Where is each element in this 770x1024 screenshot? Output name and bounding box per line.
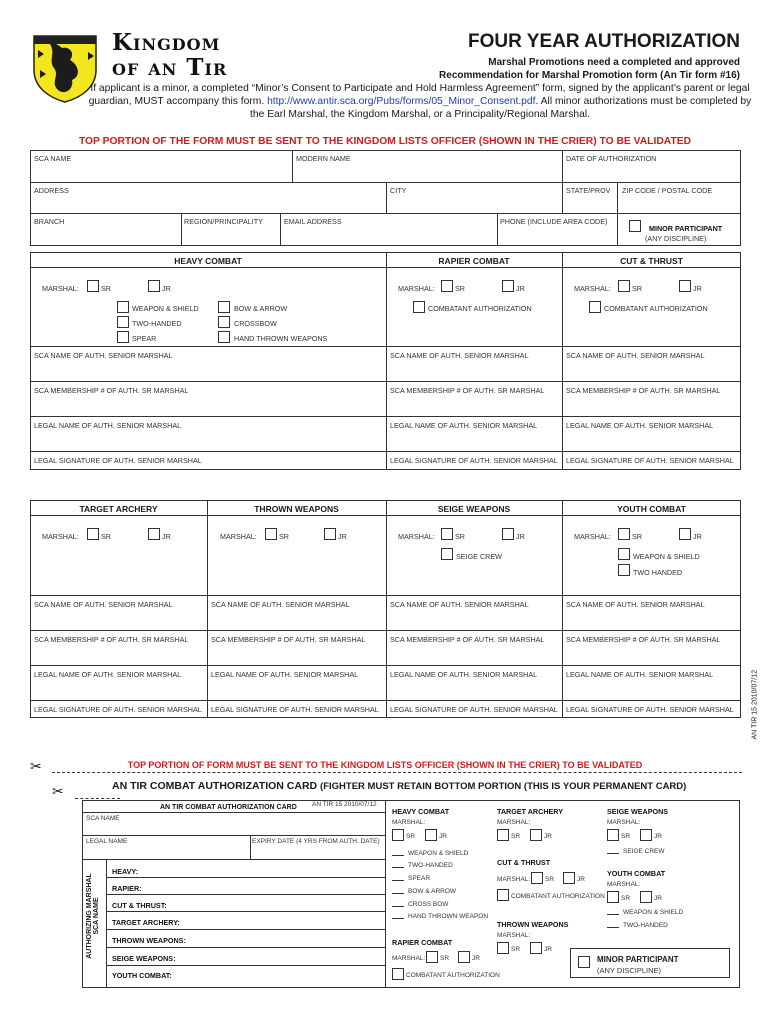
card-vertical-label-1: AUTHORIZING MARSHAL bbox=[86, 873, 93, 959]
card-row-rapier[interactable]: RAPIER: bbox=[112, 884, 142, 893]
mid-portion-notice: TOP PORTION OF FORM MUST BE SENT TO THE KINGDOM LISTS OFFICER (SHOWN IN THE CRIER) TO BE VALIDATED bbox=[127, 760, 643, 770]
target-signature-field[interactable]: LEGAL SIGNATURE OF AUTH. SENIOR MARSHAL bbox=[34, 705, 202, 714]
card-thrown-sr-label: SR bbox=[511, 946, 521, 953]
card-siege-crew[interactable]: SEIGE CREW bbox=[623, 848, 665, 855]
card-target-marshal-label: MARSHAL: bbox=[497, 819, 531, 826]
card-cut-combatant-label: COMBATANT AUTHORIZATION bbox=[511, 893, 605, 900]
card-youth-sr-label: SR bbox=[621, 895, 631, 902]
intro-text-2: . All minor authorizations must be completed by the Earl Marshal, the Kingdom Marshal, or a Principality/Regional Marshal. bbox=[250, 96, 752, 120]
heavy-bow-arrow-label: BOW & ARROW bbox=[234, 304, 288, 313]
heavy-marshal-label: MARSHAL: bbox=[42, 284, 79, 293]
thrown-jr-label: JR bbox=[338, 532, 347, 541]
cut-jr-label: JR bbox=[693, 284, 702, 293]
card-thrown-jr-label: JR bbox=[544, 946, 552, 953]
card-rapier-header: RAPIER COMBAT bbox=[392, 938, 453, 947]
date-of-authorization-field[interactable]: DATE OF AUTHORIZATION bbox=[566, 154, 657, 163]
rapier-legal-name-field[interactable]: LEGAL NAME OF AUTH. SENIOR MARSHAL bbox=[390, 421, 538, 430]
card-youth-jr-checkbox[interactable] bbox=[640, 891, 652, 903]
cut-jr-checkbox[interactable] bbox=[679, 280, 691, 292]
intro-paragraph bbox=[88, 82, 752, 121]
form-subtitle bbox=[439, 56, 740, 82]
rapier-signature-field[interactable]: LEGAL SIGNATURE OF AUTH. SENIOR MARSHAL bbox=[390, 456, 558, 465]
heavy-jr-label: JR bbox=[162, 284, 171, 293]
card-heavy-sr-checkbox[interactable] bbox=[392, 829, 404, 841]
siege-jr-label: JR bbox=[516, 532, 525, 541]
youth-jr-checkbox[interactable] bbox=[679, 528, 691, 540]
card-youth-marshal-label: MARSHAL: bbox=[607, 881, 641, 888]
youth-legal-name-field[interactable]: LEGAL NAME OF AUTH. SENIOR MARSHAL bbox=[566, 670, 714, 679]
card-youth-opt-2[interactable]: TWO-HANDED bbox=[623, 922, 668, 929]
heavy-spear-checkbox[interactable] bbox=[117, 331, 129, 343]
card-vertical-label bbox=[86, 866, 100, 966]
thrown-signature-field[interactable]: LEGAL SIGNATURE OF AUTH. SENIOR MARSHAL bbox=[211, 705, 379, 714]
cut-line bbox=[52, 772, 742, 773]
rapier-senior-name-field[interactable]: SCA NAME OF AUTH. SENIOR MARSHAL bbox=[390, 351, 529, 360]
siege-marshal-label: MARSHAL: bbox=[398, 532, 435, 541]
card-minor-sublabel: (ANY DISCIPLINE) bbox=[597, 966, 662, 975]
rapier-combatant-label: COMBATANT AUTHORIZATION bbox=[428, 304, 532, 313]
email-field[interactable]: EMAIL ADDRESS bbox=[284, 217, 342, 226]
top-portion-notice: TOP PORTION OF THE FORM MUST BE SENT TO THE KINGDOM LISTS OFFICER (SHOWN IN THE CRIER) TO BE VALIDATED bbox=[78, 136, 692, 147]
youth-senior-name-field[interactable]: SCA NAME OF AUTH. SENIOR MARSHAL bbox=[566, 600, 705, 609]
siege-legal-name-field[interactable]: LEGAL NAME OF AUTH. SENIOR MARSHAL bbox=[390, 670, 538, 679]
heavy-two-handed-checkbox[interactable] bbox=[117, 316, 129, 328]
cut-marshal-label: MARSHAL: bbox=[574, 284, 611, 293]
heavy-crossbow-checkbox[interactable] bbox=[218, 316, 230, 328]
minor-participant-sublabel: (ANY DISCIPLINE) bbox=[645, 234, 707, 243]
card-youth-sr-checkbox[interactable] bbox=[607, 891, 619, 903]
cut-legal-name-field[interactable]: LEGAL NAME OF AUTH. SENIOR MARSHAL bbox=[566, 421, 714, 430]
target-marshal-label: MARSHAL: bbox=[42, 532, 79, 541]
card-target-sr-checkbox[interactable] bbox=[497, 829, 509, 841]
siege-crew-checkbox[interactable] bbox=[441, 548, 453, 560]
rapier-membership-field[interactable]: SCA MEMBERSHIP # OF AUTH. SR MARSHAL bbox=[390, 386, 545, 395]
card-rapier-jr-label: JR bbox=[472, 955, 480, 962]
rapier-marshal-label: MARSHAL: bbox=[398, 284, 435, 293]
cut-thrust-header: CUT & THRUST bbox=[620, 256, 683, 266]
scissors-icon: ✂ bbox=[30, 758, 42, 774]
youth-marshal-label: MARSHAL: bbox=[574, 532, 611, 541]
card-cut-marshal-label: MARSHAL: bbox=[497, 876, 531, 883]
heavy-spear-label: SPEAR bbox=[132, 334, 157, 343]
thrown-senior-name-field[interactable]: SCA NAME OF AUTH. SENIOR MARSHAL bbox=[211, 600, 350, 609]
card-legal-name-field[interactable]: LEGAL NAME bbox=[86, 838, 128, 845]
scissors-icon-2: ✂ bbox=[52, 783, 64, 799]
heavy-hand-thrown-label: HAND THROWN WEAPONS bbox=[234, 334, 328, 343]
rapier-sr-checkbox[interactable] bbox=[441, 280, 453, 292]
card-rapier-jr-checkbox[interactable] bbox=[458, 951, 470, 963]
youth-signature-field[interactable]: LEGAL SIGNATURE OF AUTH. SENIOR MARSHAL bbox=[566, 705, 734, 714]
siege-crew-label: SEIGE CREW bbox=[456, 552, 502, 561]
card-thrown-jr-checkbox[interactable] bbox=[530, 942, 542, 954]
sca-name-field[interactable]: SCA NAME bbox=[34, 154, 72, 163]
siege-signature-field[interactable]: LEGAL SIGNATURE OF AUTH. SENIOR MARSHAL bbox=[390, 705, 558, 714]
kingdom-name-line1: Kingdom bbox=[112, 29, 221, 56]
cut-signature-field[interactable]: LEGAL SIGNATURE OF AUTH. SENIOR MARSHAL bbox=[566, 456, 734, 465]
youth-weapon-shield-checkbox[interactable] bbox=[618, 548, 630, 560]
siege-jr-checkbox[interactable] bbox=[502, 528, 514, 540]
card-youth-opt-1[interactable]: WEAPON & SHIELD bbox=[623, 909, 684, 916]
card-rapier-sr-checkbox[interactable] bbox=[426, 951, 438, 963]
kingdom-name bbox=[112, 30, 227, 80]
subtitle-line2: Recommendation for Marshal Promotion form (An Tir form #16) bbox=[439, 70, 740, 81]
target-legal-name-field[interactable]: LEGAL NAME OF AUTH. SENIOR MARSHAL bbox=[34, 670, 182, 679]
card-rapier-combatant-label: COMBATANT AUTHORIZATION bbox=[406, 972, 500, 979]
card-heavy-opt-3[interactable]: SPEAR bbox=[408, 875, 431, 882]
card-cut-combatant-checkbox[interactable] bbox=[497, 889, 509, 901]
city-field[interactable]: CITY bbox=[390, 186, 407, 195]
youth-combat-header: YOUTH COMBAT bbox=[617, 504, 686, 514]
youth-two-handed-label: TWO HANDED bbox=[633, 568, 683, 577]
card-cut-sr-checkbox[interactable] bbox=[531, 872, 543, 884]
card-heavy-opt-2[interactable]: TWO-HANDED bbox=[408, 862, 453, 869]
subtitle-line1: Marshal Promotions need a completed and approved bbox=[488, 57, 740, 68]
region-field[interactable]: REGION/PRINCIPALITY bbox=[184, 217, 263, 226]
siege-senior-name-field[interactable]: SCA NAME OF AUTH. SENIOR MARSHAL bbox=[390, 600, 529, 609]
minor-participant-checkbox[interactable] bbox=[629, 220, 641, 232]
card-target-jr-label: JR bbox=[544, 833, 552, 840]
address-field[interactable]: ADDRESS bbox=[34, 186, 69, 195]
siege-sr-label: SR bbox=[455, 532, 465, 541]
card-target-header: TARGET ARCHERY bbox=[497, 807, 564, 816]
card-minor-label: MINOR PARTICIPANT bbox=[597, 955, 679, 964]
heavy-sr-checkbox[interactable] bbox=[87, 280, 99, 292]
heavy-weapon-shield-label: WEAPON & SHIELD bbox=[132, 304, 199, 313]
target-archery-header: TARGET ARCHERY bbox=[79, 504, 158, 514]
heavy-signature-field[interactable]: LEGAL SIGNATURE OF AUTH. SENIOR MARSHAL bbox=[34, 456, 202, 465]
thrown-jr-checkbox[interactable] bbox=[324, 528, 336, 540]
siege-weapons-header: SEIGE WEAPONS bbox=[437, 504, 511, 514]
heavy-hand-thrown-checkbox[interactable] bbox=[218, 331, 230, 343]
card-heavy-opt-6[interactable]: HAND THROWN WEAPON bbox=[408, 913, 489, 920]
card-youth-jr-label: JR bbox=[654, 895, 662, 902]
youth-jr-label: JR bbox=[693, 532, 702, 541]
card-rapier-sr-label: SR bbox=[440, 955, 450, 962]
card-siege-sr-label: SR bbox=[621, 833, 631, 840]
thrown-legal-name-field[interactable]: LEGAL NAME OF AUTH. SENIOR MARSHAL bbox=[211, 670, 359, 679]
card-code: AN TIR 15 2010/07/12 bbox=[312, 801, 377, 808]
youth-sr-checkbox[interactable] bbox=[618, 528, 630, 540]
rapier-combatant-checkbox[interactable] bbox=[413, 301, 425, 313]
cut-senior-name-field[interactable]: SCA NAME OF AUTH. SENIOR MARSHAL bbox=[566, 351, 705, 360]
heavy-sr-label: SR bbox=[101, 284, 111, 293]
modern-name-field[interactable]: MODERN NAME bbox=[296, 154, 351, 163]
card-youth-header: YOUTH COMBAT bbox=[607, 869, 666, 878]
card-cut-jr-checkbox[interactable] bbox=[563, 872, 575, 884]
rapier-jr-checkbox[interactable] bbox=[502, 280, 514, 292]
card-heavy-marshal-label: MARSHAL: bbox=[392, 819, 426, 826]
card-siege-sr-checkbox[interactable] bbox=[607, 829, 619, 841]
card-heading-note: (FIGHTER MUST RETAIN BOTTOM PORTION (THIS IS YOUR PERMANENT CARD) bbox=[320, 781, 687, 792]
card-minor-checkbox[interactable] bbox=[578, 956, 590, 968]
card-heavy-jr-label: JR bbox=[439, 833, 447, 840]
card-row-cut-thrust[interactable]: CUT & THRUST: bbox=[112, 901, 167, 910]
phone-field[interactable]: PHONE (INCLUDE AREA CODE) bbox=[500, 217, 608, 226]
card-vertical-label-2: SCA NAME bbox=[93, 897, 100, 935]
thrown-sr-checkbox[interactable] bbox=[265, 528, 277, 540]
heavy-senior-name-field[interactable]: SCA NAME OF AUTH. SENIOR MARSHAL bbox=[34, 351, 173, 360]
cut-combatant-checkbox[interactable] bbox=[589, 301, 601, 313]
card-row-siege-weapons[interactable]: SEIGE WEAPONS: bbox=[112, 954, 176, 963]
heavy-two-handed-label: TWO-HANDED bbox=[132, 319, 182, 328]
card-expiry-field[interactable]: EXPIRY DATE (4 YRS FROM AUTH. DATE) bbox=[252, 838, 380, 845]
card-thrown-marshal-label: MARSHAL: bbox=[497, 932, 531, 939]
branch-field[interactable]: BRANCH bbox=[34, 217, 65, 226]
card-sca-name-field[interactable]: SCA NAME bbox=[86, 815, 120, 822]
siege-membership-field[interactable]: SCA MEMBERSHIP # OF AUTH. SR MARSHAL bbox=[390, 635, 545, 644]
card-siege-jr-checkbox[interactable] bbox=[640, 829, 652, 841]
target-jr-label: JR bbox=[162, 532, 171, 541]
intro-text-1: If applicant is a minor, a completed “Minor’s Consent to Participate and Hold Harmless Agreement” form, signed by the applicant’s parent or legal guardian, MUST accompany this form. bbox=[88, 83, 750, 107]
zip-field[interactable]: ZIP CODE / POSTAL CODE bbox=[622, 186, 713, 195]
card-target-jr-checkbox[interactable] bbox=[530, 829, 542, 841]
youth-two-handed-checkbox[interactable] bbox=[618, 564, 630, 576]
card-target-sr-label: SR bbox=[511, 833, 521, 840]
card-heavy-opt-4[interactable]: BOW & ARROW bbox=[408, 888, 457, 895]
heavy-combat-header: HEAVY COMBAT bbox=[174, 256, 242, 266]
card-heading bbox=[112, 780, 686, 792]
card-heavy-sr-label: SR bbox=[406, 833, 416, 840]
card-row-target-archery[interactable]: TARGET ARCHERY: bbox=[112, 918, 180, 927]
card-rapier-combatant-checkbox[interactable] bbox=[392, 968, 404, 980]
card-cut-sr-label: SR bbox=[545, 876, 555, 883]
cut-sr-label: SR bbox=[632, 284, 642, 293]
card-row-thrown-weapons[interactable]: THROWN WEAPONS: bbox=[112, 936, 186, 945]
card-heavy-opt-1[interactable]: WEAPON & SHIELD bbox=[408, 850, 469, 857]
minor-participant-label: MINOR PARTICIPANT bbox=[649, 224, 723, 233]
target-senior-name-field[interactable]: SCA NAME OF AUTH. SENIOR MARSHAL bbox=[34, 600, 173, 609]
rapier-jr-label: JR bbox=[516, 284, 525, 293]
rapier-sr-label: SR bbox=[455, 284, 465, 293]
siege-sr-checkbox[interactable] bbox=[441, 528, 453, 540]
thrown-weapons-header: THROWN WEAPONS bbox=[254, 504, 339, 514]
thrown-marshal-label: MARSHAL: bbox=[220, 532, 257, 541]
card-siege-header: SEIGE WEAPONS bbox=[607, 807, 669, 816]
cut-sr-checkbox[interactable] bbox=[618, 280, 630, 292]
card-thrown-sr-checkbox[interactable] bbox=[497, 942, 509, 954]
state-field[interactable]: STATE/PROV bbox=[566, 186, 611, 195]
minor-consent-link[interactable]: http://www.antir.sca.org/Pubs/forms/05_Minor_Consent.pdf bbox=[267, 96, 536, 107]
cut-line-2 bbox=[75, 798, 120, 799]
youth-sr-label: SR bbox=[632, 532, 642, 541]
heavy-bow-arrow-checkbox[interactable] bbox=[218, 301, 230, 313]
card-row-youth-combat[interactable]: YOUTH COMBAT: bbox=[112, 971, 172, 980]
kingdom-name-line2: of an Tir bbox=[112, 54, 228, 81]
card-cut-jr-label: JR bbox=[577, 876, 585, 883]
target-sr-label: SR bbox=[101, 532, 111, 541]
card-thrown-header: THROWN WEAPONS bbox=[497, 920, 569, 929]
youth-membership-field[interactable]: SCA MEMBERSHIP # OF AUTH. SR MARSHAL bbox=[566, 635, 721, 644]
target-jr-checkbox[interactable] bbox=[148, 528, 160, 540]
card-siege-marshal-label: MARSHAL: bbox=[607, 819, 641, 826]
heavy-jr-checkbox[interactable] bbox=[148, 280, 160, 292]
rapier-combat-header: RAPIER COMBAT bbox=[438, 256, 510, 266]
heavy-membership-field[interactable]: SCA MEMBERSHIP # OF AUTH. SR MARSHAL bbox=[34, 386, 189, 395]
form-title: FOUR YEAR AUTHORIZATION bbox=[468, 31, 740, 52]
card-rapier-marshal-label: MARSHAL: bbox=[392, 955, 426, 962]
heavy-crossbow-label: CROSSBOW bbox=[234, 319, 277, 328]
form-code-vertical: AN TIR 15 2010/07/12 bbox=[752, 670, 759, 740]
youth-weapon-shield-label: WEAPON & SHIELD bbox=[633, 552, 700, 561]
thrown-sr-label: SR bbox=[279, 532, 289, 541]
card-heading-title: AN TIR COMBAT AUTHORIZATION CARD bbox=[112, 780, 318, 792]
heavy-legal-name-field[interactable]: LEGAL NAME OF AUTH. SENIOR MARSHAL bbox=[34, 421, 182, 430]
card-siege-jr-label: JR bbox=[654, 833, 662, 840]
card-heavy-jr-checkbox[interactable] bbox=[425, 829, 437, 841]
heavy-weapon-shield-checkbox[interactable] bbox=[117, 301, 129, 313]
cut-combatant-label: COMBATANT AUTHORIZATION bbox=[604, 304, 708, 313]
thrown-membership-field[interactable]: SCA MEMBERSHIP # OF AUTH. SR MARSHAL bbox=[211, 635, 366, 644]
target-membership-field[interactable]: SCA MEMBERSHIP # OF AUTH. SR MARSHAL bbox=[34, 635, 189, 644]
card-heavy-header: HEAVY COMBAT bbox=[392, 807, 450, 816]
card-inner-title: AN TIR COMBAT AUTHORIZATION CARD bbox=[160, 804, 297, 811]
target-sr-checkbox[interactable] bbox=[87, 528, 99, 540]
card-row-heavy[interactable]: HEAVY: bbox=[112, 867, 139, 876]
cut-membership-field[interactable]: SCA MEMBERSHIP # OF AUTH. SR MARSHAL bbox=[566, 386, 721, 395]
card-heavy-opt-5[interactable]: CROSS BOW bbox=[408, 901, 449, 908]
card-cut-header: CUT & THRUST bbox=[497, 858, 551, 867]
